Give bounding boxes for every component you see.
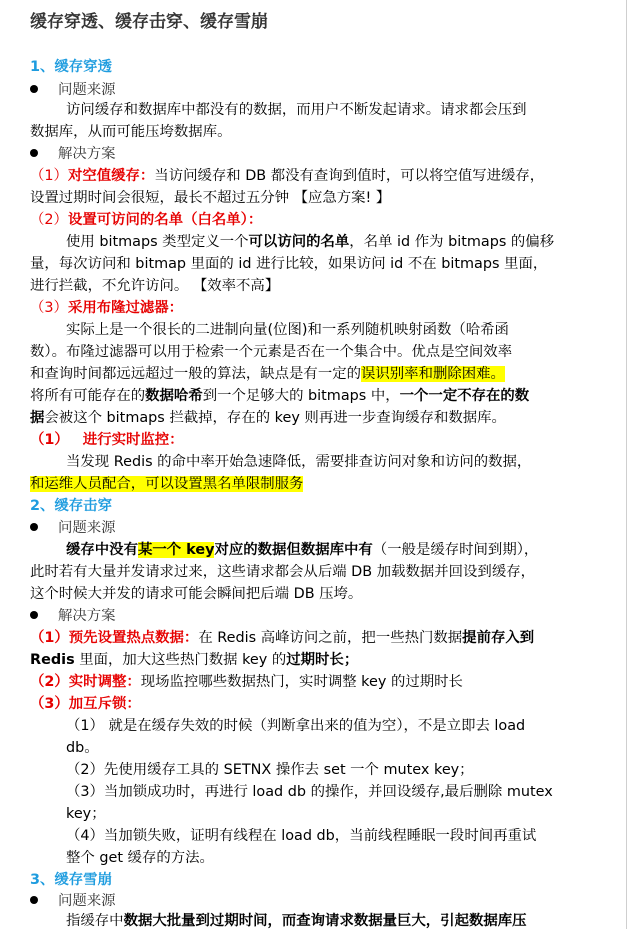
paragraph-line: 设置过期时间会很短，最长不超过五分钟 【应急方案! 】 — [30, 190, 391, 206]
solution-item-preload-hot-data: （1）预先设置热点数据：在 Redis 高峰访问之前，把一些热门数据提前存入到 — [30, 630, 535, 646]
solution-item-mutex-lock: （3）加互斥锁： — [30, 696, 141, 712]
bullet-dot-icon — [30, 85, 38, 93]
step-line: （1） 就是在缓存失效的时候（判断拿出来的值为空），不是立即去 load — [66, 718, 526, 734]
section-heading-breakdown: 2、缓存击穿 — [30, 498, 112, 514]
step-line: （2）先使用缓存工具的 SETNX 操作去 set 一个 mutex key； — [66, 762, 474, 778]
bullet-problem-source: 问题来源 — [30, 78, 116, 99]
paragraph-line: 进行拦截，不允许访问。 【效率不高】 — [30, 278, 280, 294]
paragraph-line: 这个时候大并发的请求可能会瞬间把后端 DB 压垮。 — [30, 586, 363, 602]
bullet-solution: 解决方案 — [30, 142, 116, 163]
highlight: 和运维人员配合，可以设置黑名单限制服务 — [30, 476, 304, 492]
solution-item-monitoring: （1） 进行实时监控： — [30, 432, 184, 448]
paragraph-line: 访问缓存和数据库中都没有的数据，而用户不断发起请求。请求都会压到 — [66, 102, 527, 118]
section-heading-penetration: 1、缓存穿透 — [30, 59, 112, 75]
bullet-dot-icon — [30, 149, 38, 157]
bullet-problem-source: 问题来源 — [30, 516, 116, 537]
paragraph-line: 据会被这个 bitmaps 拦截掉，存在的 key 则再进一步查询缓存和数据库。 — [30, 410, 506, 426]
paragraph-line: 实际上是一个很长的二进制向量(位图)和一系列随机映射函数（哈希函 — [66, 322, 509, 338]
section-heading-avalanche: 3、缓存雪崩 — [30, 872, 112, 888]
paragraph-line: 数据库，从而可能压垮数据库。 — [30, 124, 232, 140]
solution-item-whitelist: （2）设置可访问的名单（白名单）： — [30, 212, 263, 228]
paragraph-line: 数）。布隆过滤器可以用于检索一个元素是否在一个集合中。优点是空间效率 — [30, 344, 513, 360]
step-line: （4）当加锁失败，证明有线程在 load db，当前线程睡眠一段时间再重试 — [66, 828, 537, 844]
solution-item-realtime-adjust: （2）实时调整：现场监控哪些数据热门，实时调整 key 的过期时长 — [30, 674, 463, 690]
paragraph-line — [30, 472, 303, 493]
solution-item-null-cache: （1）对空值缓存：当访问缓存和 DB 都没有查询到值时，可以将空值写进缓存， — [30, 168, 545, 184]
page-title: 缓存穿透、缓存击穿、缓存雪崩 — [30, 12, 268, 32]
paragraph-line: 使用 bitmaps 类型定义一个可以访问的名单，名单 id 作为 bitmaps 的偏移 — [66, 234, 555, 250]
paragraph-line: Redis 里面，加大这些热门数据 key 的过期时长； — [30, 652, 359, 668]
highlight: 误识别率和删除困难。 — [361, 366, 505, 382]
paragraph-line: 指缓存中数据大批量到过期时间，而查询请求数据量巨大，引起数据库压 — [66, 913, 527, 929]
bullet-dot-icon — [30, 523, 38, 531]
paragraph-line: 将所有可能存在的数据哈希到一个足够大的 bitmaps 中，一个一定不存在的数 — [30, 388, 530, 404]
paragraph-line: 缓存中没有某一个 key对应的数据但数据库中有（一般是缓存时间到期）， — [66, 542, 539, 558]
step-line: （3）当加锁成功时，再进行 load db 的操作，并回设缓存,最后删除 mutex — [66, 784, 553, 800]
step-line: key； — [66, 806, 106, 822]
paragraph-line: 此时若有大量并发请求过来，这些请求都会从后端 DB 加载数据并回设到缓存， — [30, 564, 535, 580]
bullet-solution: 解决方案 — [30, 604, 116, 625]
bullet-dot-icon — [30, 611, 38, 619]
bullet-problem-source: 问题来源 — [30, 889, 116, 910]
page-edge — [626, 0, 627, 929]
highlight: 某一个 key — [137, 542, 215, 558]
solution-item-bloom-filter: （3）采用布隆过滤器： — [30, 300, 184, 316]
paragraph-line: 量，每次访问和 bitmap 里面的 id 进行比较，如果访问 id 不在 bitmaps 里面， — [30, 256, 548, 272]
paragraph-line: 当发现 Redis 的命中率开始急速降低，需要排查访问对象和访问的数据， — [66, 454, 532, 470]
paragraph-line: 和查询时间都远远超过一般的算法，缺点是有一定的误识别率和删除困难。 — [30, 366, 505, 382]
step-line: db。 — [66, 740, 99, 756]
step-line: 整个 get 缓存的方法。 — [66, 850, 214, 866]
bullet-dot-icon — [30, 896, 38, 904]
